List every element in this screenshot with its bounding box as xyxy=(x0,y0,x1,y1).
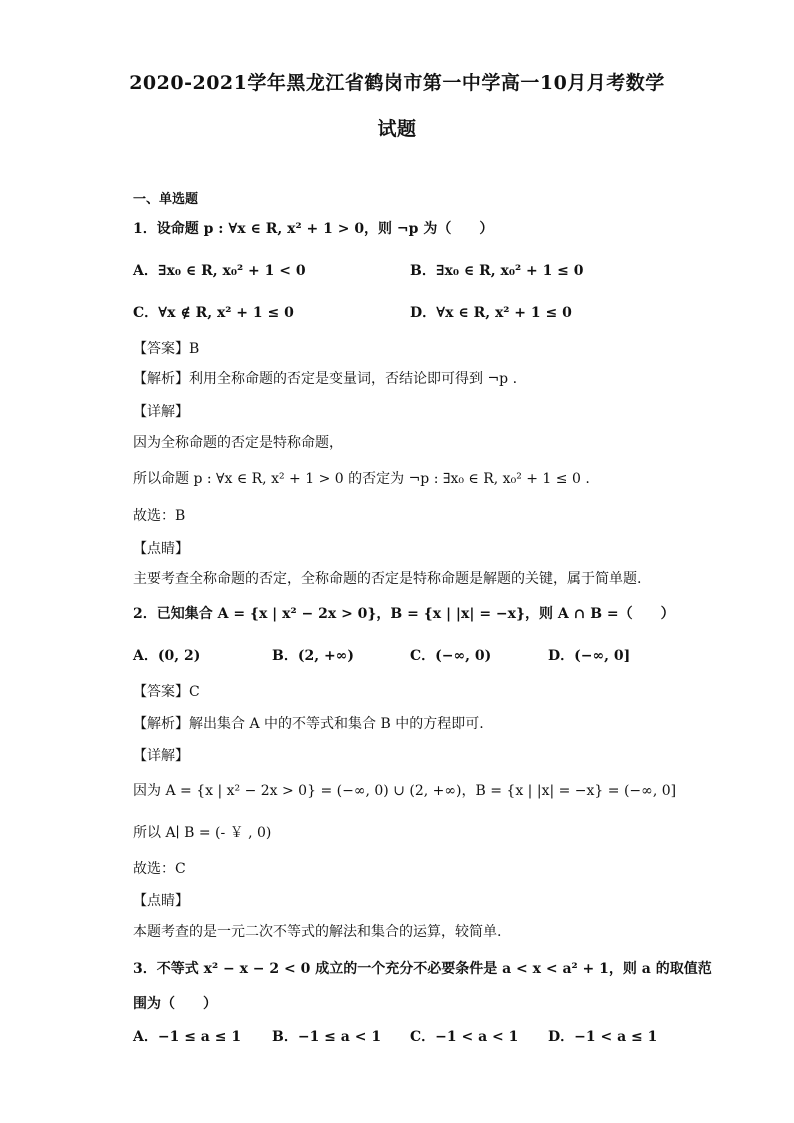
document-title: 2020-2021学年黑龙江省鹤岗市第一中学高一10月月考数学 xyxy=(129,72,665,94)
q2-detail-1: 因为 A = {x | x² − 2x > 0} = (−∞, 0) ∪ (2, +∞)，B = {x | |x| = −x} = (−∞, 0] xyxy=(133,783,677,799)
q1-stem: 1．设命题 p : ∀x ∈ R, x² + 1 > 0，则 ¬p 为（ ） xyxy=(133,221,494,237)
section-heading: 一、单选题 xyxy=(133,192,199,207)
q1-option-c: C．∀x ∉ R, x² + 1 ≤ 0 xyxy=(133,305,294,321)
q3-option-d: D．−1 < a ≤ 1 xyxy=(548,1029,658,1045)
q3-stem-line1: 3．不等式 x² − x − 2 < 0 成立的一个充分不必要条件是 a < x < a² + 1，则 a 的取值范 xyxy=(133,961,712,977)
q1-option-b: B．∃x₀ ∈ R, x₀² + 1 ≤ 0 xyxy=(410,263,584,279)
q3-option-c: C．−1 < a < 1 xyxy=(410,1029,519,1045)
q2-option-c: C．(−∞, 0) xyxy=(410,648,492,664)
q2-point: 本题考查的是一元二次不等式的解法和集合的运算，较简单. xyxy=(133,924,502,940)
q2-detail-heading: 【详解】 xyxy=(133,748,189,764)
q3-stem-line2: 围为（ ） xyxy=(133,996,217,1012)
q2-answer: 【答案】C xyxy=(133,684,200,700)
document-title-line2: 试题 xyxy=(377,118,417,140)
q1-option-d: D．∀x ∈ R, x² + 1 ≤ 0 xyxy=(410,305,572,321)
q2-choice: 故选：C xyxy=(133,861,186,877)
q1-detail-heading: 【详解】 xyxy=(133,404,189,420)
q1-detail-2: 所以命题 p : ∀x ∈ R, x² + 1 > 0 的否定为 ¬p : ∃x₀ ∈ R, x₀² + 1 ≤ 0 . xyxy=(133,471,590,487)
q1-point: 主要考查全称命题的否定，全称命题的否定是特称命题是解题的关键，属于简单题. xyxy=(133,571,642,587)
q1-answer: 【答案】B xyxy=(133,341,200,357)
q3-option-a: A．−1 ≤ a ≤ 1 xyxy=(133,1029,242,1045)
q2-option-a: A．(0, 2) xyxy=(133,648,201,664)
q1-analysis: 【解析】利用全称命题的否定是变量词，否结论即可得到 ¬p . xyxy=(133,371,518,387)
q2-option-d: D．(−∞, 0] xyxy=(548,648,631,664)
q2-analysis: 【解析】解出集合 A 中的不等式和集合 B 中的方程即可. xyxy=(133,716,484,732)
q1-point-heading: 【点睛】 xyxy=(133,541,189,557)
q1-option-a: A．∃x₀ ∈ R, x₀² + 1 < 0 xyxy=(133,263,306,279)
q2-stem: 2．已知集合 A = {x | x² − 2x > 0}，B = {x | |x| = −x}，则 A ∩ B =（ ） xyxy=(133,606,675,622)
q1-detail-1: 因为全称命题的否定是特称命题， xyxy=(133,435,343,451)
q3-option-b: B．−1 ≤ a < 1 xyxy=(272,1029,382,1045)
q2-point-heading: 【点睛】 xyxy=(133,893,189,909)
q1-choice: 故选：B xyxy=(133,508,186,524)
q2-option-b: B．(2, +∞) xyxy=(272,648,354,664)
q2-detail-2: 所以 A∣ B = (- ￥ , 0) xyxy=(133,825,272,841)
